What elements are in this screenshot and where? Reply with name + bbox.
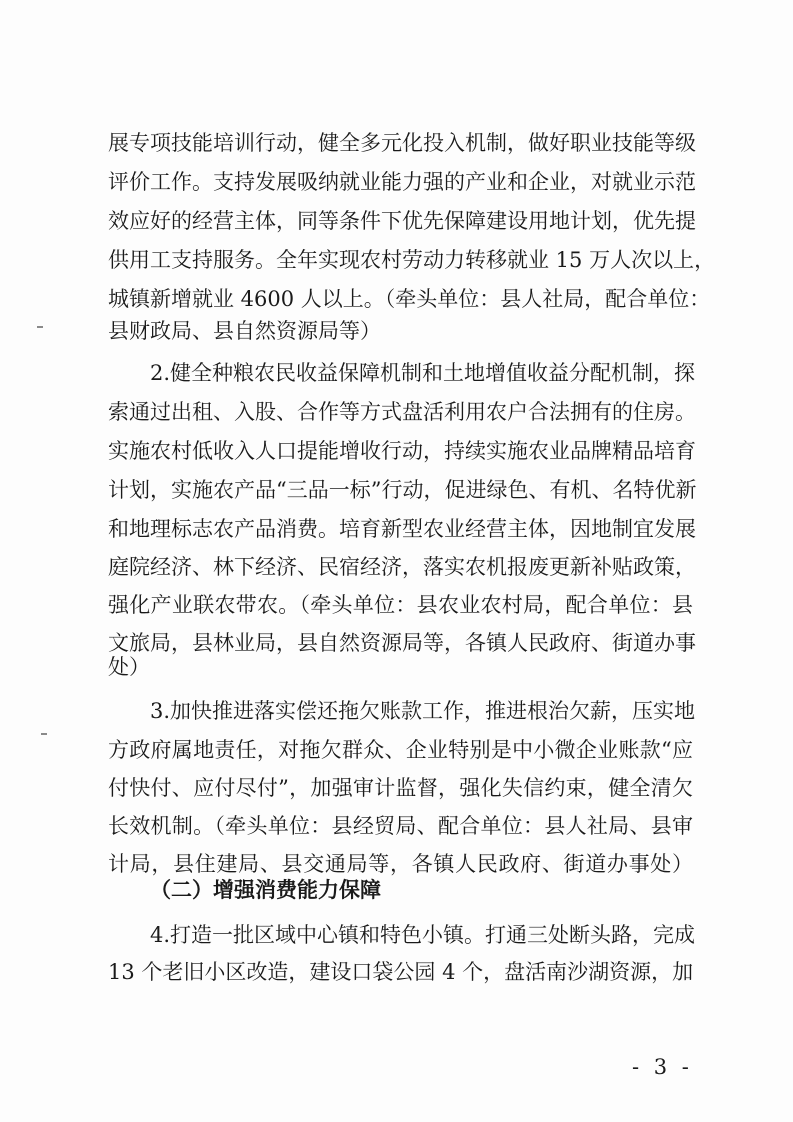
- paragraph-line: 索通过出租、入股、合作等方式盘活利用农户合法拥有的住房。: [108, 400, 696, 424]
- page-number: - 3 -: [632, 1055, 693, 1079]
- paragraph-line: 计划，实施农产品“三品一标”行动，促进绿色、有机、名特优新: [108, 478, 697, 502]
- paragraph-line: 庭院经济、林下经济、民宿经济，落实农机报废更新补贴政策，: [108, 555, 696, 579]
- paragraph-line: 实施农村低收入人口提能增收行动，持续实施农业品牌精品培育: [108, 439, 696, 463]
- paragraph-line: 处）: [108, 655, 150, 679]
- paragraph-line: 2.健全种粮农民收益保障机制和土地增值收益分配机制，探: [150, 361, 696, 385]
- paragraph-line: 长效机制。（牵头单位：县经贸局、配合单位：县人社局、县审: [108, 814, 693, 838]
- paragraph-line: 4.打造一批区域中心镇和特色小镇。打通三处断头路，完成: [150, 923, 696, 947]
- paragraph-line: 文旅局，县林业局，县自然资源局等，各镇人民政府、街道办事: [108, 631, 696, 655]
- paragraph-line: 计局，县住建局、县交通局等，各镇人民政府、街道办事处）: [108, 852, 693, 876]
- paragraph-line: 县财政局、县自然资源局等）: [108, 319, 381, 343]
- paragraph-line: 13 个老旧小区改造，建设口袋公园 4 个，盘活南沙湖资源，加: [108, 960, 694, 984]
- paragraph-line: 3.加快推进落实偿还拖欠账款工作，推进根治欠薪，压实地: [150, 699, 696, 723]
- paragraph-line: 效应好的经营主体，同等条件下优先保障建设用地计划，优先提: [108, 209, 696, 233]
- paragraph-line: 城镇新增就业 4600 人以上。（牵头单位：县人社局，配合单位：: [108, 287, 711, 311]
- paragraph-line: 评价工作。支持发展吸纳就业能力强的产业和企业，对就业示范: [108, 170, 696, 194]
- paragraph-line: 展专项技能培训行动，健全多元化投入机制，做好职业技能等级: [108, 131, 696, 155]
- scan-mark: [37, 326, 43, 328]
- paragraph-line: 和地理标志农产品消费。培育新型农业经营主体，因地制宜发展: [108, 517, 696, 541]
- scan-mark: [41, 733, 47, 735]
- paragraph-line: 方政府属地责任，对拖欠群众、企业特别是中小微企业账款“应: [108, 738, 693, 762]
- paragraph-line: 强化产业联农带农。（牵头单位：县农业农村局，配合单位：县: [108, 593, 693, 617]
- paragraph-line: 供用工支持服务。全年实现农村劳动力转移就业 15 万人次以上，: [108, 248, 716, 272]
- section-heading: （二）增强消费能力保障: [150, 878, 381, 902]
- paragraph-line: 付快付、应付尽付”，加强审计监督，强化失信约束，健全清欠: [108, 776, 693, 800]
